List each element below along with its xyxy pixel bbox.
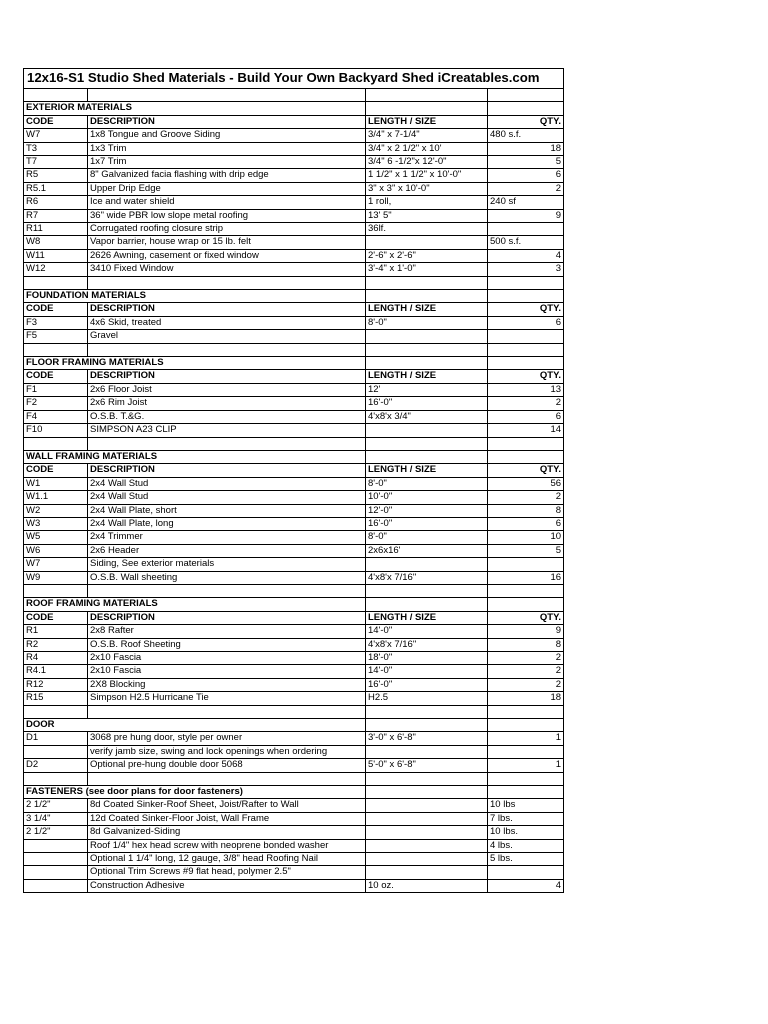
length-cell: 3'-4" x 1'-0" xyxy=(366,263,488,276)
qty-cell: 2 xyxy=(488,651,564,664)
table-row xyxy=(24,182,564,195)
qty-cell: 5 xyxy=(488,544,564,557)
qty-cell: 18 xyxy=(488,692,564,705)
table-row xyxy=(24,665,564,678)
length-cell: 16'-0" xyxy=(366,678,488,691)
description-cell: 2x4 Wall Plate, long xyxy=(88,517,366,530)
table-row xyxy=(24,156,564,169)
description-cell: 4x6 Skid, treated xyxy=(88,316,366,329)
qty-cell: 56 xyxy=(488,477,564,490)
qty-cell: 2 xyxy=(488,665,564,678)
empty-cell xyxy=(488,89,564,102)
empty-cell xyxy=(88,437,366,450)
length-cell: 3/4" x 2 1/2" x 10' xyxy=(366,142,488,155)
empty-cell xyxy=(488,772,564,785)
section-heading: FASTENERS (see door plans for door fasteners) xyxy=(24,786,366,799)
table-row xyxy=(24,330,564,343)
empty-cell xyxy=(88,89,366,102)
empty-cell xyxy=(488,705,564,718)
code-cell: R15 xyxy=(24,692,88,705)
code-cell: W5 xyxy=(24,531,88,544)
column-header-description: DESCRIPTION xyxy=(88,611,366,624)
description-cell: 36" wide PBR low slope metal roofing xyxy=(88,209,366,222)
code-cell: W2 xyxy=(24,504,88,517)
empty-cell xyxy=(24,437,88,450)
table-row xyxy=(24,410,564,423)
column-header-row xyxy=(24,464,564,477)
empty-cell xyxy=(488,290,564,303)
length-cell: 10 oz. xyxy=(366,879,488,892)
qty-cell: 1 xyxy=(488,759,564,772)
length-cell: 8'-0" xyxy=(366,316,488,329)
code-cell: W8 xyxy=(24,236,88,249)
section-heading: EXTERIOR MATERIALS xyxy=(24,102,366,115)
qty-cell: 7 lbs. xyxy=(488,812,564,825)
table-row xyxy=(24,759,564,772)
code-cell: F2 xyxy=(24,397,88,410)
length-cell xyxy=(366,330,488,343)
empty-cell xyxy=(488,437,564,450)
empty-cell xyxy=(88,343,366,356)
description-cell: 12d Coated Sinker-Floor Joist, Wall Frame xyxy=(88,812,366,825)
qty-cell xyxy=(488,223,564,236)
length-cell: 8'-0" xyxy=(366,531,488,544)
empty-cell xyxy=(366,772,488,785)
length-cell xyxy=(366,236,488,249)
section-heading-row xyxy=(24,719,564,732)
qty-cell: 480 s.f. xyxy=(488,129,564,142)
qty-cell: 4 xyxy=(488,249,564,262)
table-row xyxy=(24,142,564,155)
code-cell: 2 1/2" xyxy=(24,799,88,812)
section-heading-row xyxy=(24,450,564,463)
column-header-length: LENGTH / SIZE xyxy=(366,115,488,128)
table-row xyxy=(24,866,564,879)
table-row xyxy=(24,316,564,329)
table-row xyxy=(24,531,564,544)
code-cell: F4 xyxy=(24,410,88,423)
description-cell: Optional pre-hung double door 5068 xyxy=(88,759,366,772)
code-cell: W12 xyxy=(24,263,88,276)
description-cell: 2626 Awning, casement or fixed window xyxy=(88,249,366,262)
code-cell: 3 1/4" xyxy=(24,812,88,825)
code-cell xyxy=(24,839,88,852)
description-cell: Upper Drip Edge xyxy=(88,182,366,195)
code-cell: W7 xyxy=(24,558,88,571)
description-cell: 8" Galvanized facia flashing with drip edge xyxy=(88,169,366,182)
length-cell: 3" x 3" x 10'-0" xyxy=(366,182,488,195)
qty-cell: 8 xyxy=(488,504,564,517)
table-row xyxy=(24,129,564,142)
length-cell: 14'-0" xyxy=(366,625,488,638)
empty-cell xyxy=(88,276,366,289)
table-row xyxy=(24,638,564,651)
blank-row xyxy=(24,276,564,289)
empty-cell xyxy=(24,584,88,597)
qty-cell xyxy=(488,330,564,343)
title-row xyxy=(24,69,564,89)
description-cell: 2x4 Wall Plate, short xyxy=(88,504,366,517)
length-cell: 36lf. xyxy=(366,223,488,236)
description-cell: 1x3 Trim xyxy=(88,142,366,155)
table-row xyxy=(24,517,564,530)
sheet-title: 12x16-S1 Studio Shed Materials - Build Your Own Backyard Shed iCreatables.com xyxy=(24,69,564,89)
column-header-length: LENGTH / SIZE xyxy=(366,370,488,383)
length-cell: 16'-0" xyxy=(366,397,488,410)
qty-cell: 6 xyxy=(488,316,564,329)
code-cell: W9 xyxy=(24,571,88,584)
qty-cell xyxy=(488,745,564,758)
length-cell: 4'x8'x 7/16" xyxy=(366,571,488,584)
qty-cell: 5 xyxy=(488,156,564,169)
column-header-row xyxy=(24,115,564,128)
description-cell: Ice and water shield xyxy=(88,196,366,209)
qty-cell: 2 xyxy=(488,491,564,504)
length-cell: 4'x8'x 3/4" xyxy=(366,410,488,423)
section-heading-row xyxy=(24,598,564,611)
description-cell: 2x4 Trimmer xyxy=(88,531,366,544)
length-cell xyxy=(366,866,488,879)
empty-cell xyxy=(488,102,564,115)
empty-cell xyxy=(24,705,88,718)
spreadsheet-body xyxy=(24,69,564,893)
table-row xyxy=(24,839,564,852)
qty-cell: 6 xyxy=(488,169,564,182)
description-cell: 8d Galvanized-Siding xyxy=(88,826,366,839)
length-cell: 8'-0" xyxy=(366,477,488,490)
qty-cell: 240 sf xyxy=(488,196,564,209)
column-header-code: CODE xyxy=(24,303,88,316)
table-row xyxy=(24,209,564,222)
empty-cell xyxy=(24,276,88,289)
empty-cell xyxy=(488,584,564,597)
length-cell: 14'-0" xyxy=(366,665,488,678)
table-row xyxy=(24,692,564,705)
code-cell: W6 xyxy=(24,544,88,557)
description-cell: 1x7 Trim xyxy=(88,156,366,169)
qty-cell: 10 xyxy=(488,531,564,544)
qty-cell: 2 xyxy=(488,397,564,410)
length-cell: 2'-6" x 2'-6" xyxy=(366,249,488,262)
empty-cell xyxy=(366,276,488,289)
empty-cell xyxy=(366,598,488,611)
code-cell: R11 xyxy=(24,223,88,236)
section-heading: FOUNDATION MATERIALS xyxy=(24,290,366,303)
length-cell: 1 roll, xyxy=(366,196,488,209)
table-row xyxy=(24,169,564,182)
table-row xyxy=(24,249,564,262)
empty-cell xyxy=(366,450,488,463)
code-cell: W7 xyxy=(24,129,88,142)
code-cell: T7 xyxy=(24,156,88,169)
description-cell: Simpson H2.5 Hurricane Tie xyxy=(88,692,366,705)
code-cell: T3 xyxy=(24,142,88,155)
qty-cell: 5 lbs. xyxy=(488,853,564,866)
table-row xyxy=(24,732,564,745)
table-row xyxy=(24,799,564,812)
qty-cell: 500 s.f. xyxy=(488,236,564,249)
section-heading: DOOR xyxy=(24,719,366,732)
qty-cell: 2 xyxy=(488,182,564,195)
empty-cell xyxy=(88,705,366,718)
table-row xyxy=(24,853,564,866)
qty-cell: 10 lbs. xyxy=(488,826,564,839)
column-header-code: CODE xyxy=(24,370,88,383)
column-header-length: LENGTH / SIZE xyxy=(366,611,488,624)
section-heading-row xyxy=(24,102,564,115)
table-row xyxy=(24,745,564,758)
code-cell: F3 xyxy=(24,316,88,329)
empty-cell xyxy=(366,290,488,303)
column-header-qty: QTY. xyxy=(488,464,564,477)
description-cell: 2x10 Fascia xyxy=(88,651,366,664)
length-cell xyxy=(366,558,488,571)
description-cell: verify jamb size, swing and lock openings when ordering xyxy=(88,745,366,758)
description-cell: O.S.B. T.&G. xyxy=(88,410,366,423)
section-heading: FLOOR FRAMING MATERIALS xyxy=(24,357,366,370)
code-cell: W1.1 xyxy=(24,491,88,504)
empty-cell xyxy=(488,450,564,463)
description-cell: 2x4 Wall Stud xyxy=(88,477,366,490)
table-row xyxy=(24,477,564,490)
empty-cell xyxy=(488,357,564,370)
empty-cell xyxy=(24,772,88,785)
code-cell: F1 xyxy=(24,383,88,396)
length-cell: 1 1/2" x 1 1/2" x 10'-0" xyxy=(366,169,488,182)
description-cell: 2x4 Wall Stud xyxy=(88,491,366,504)
table-row xyxy=(24,812,564,825)
description-cell: 3410 Fixed Window xyxy=(88,263,366,276)
column-header-code: CODE xyxy=(24,611,88,624)
empty-cell xyxy=(488,719,564,732)
empty-cell xyxy=(366,357,488,370)
length-cell: 3'-0" x 6'-8" xyxy=(366,732,488,745)
qty-cell: 13 xyxy=(488,383,564,396)
column-header-code: CODE xyxy=(24,464,88,477)
materials-spreadsheet xyxy=(23,68,564,893)
description-cell: Roof 1/4" hex head screw with neoprene bonded washer xyxy=(88,839,366,852)
length-cell: H2.5 xyxy=(366,692,488,705)
table-row xyxy=(24,504,564,517)
length-cell: 18'-0" xyxy=(366,651,488,664)
length-cell: 16'-0" xyxy=(366,517,488,530)
qty-cell: 14 xyxy=(488,424,564,437)
blank-row xyxy=(24,772,564,785)
empty-cell xyxy=(366,89,488,102)
description-cell: O.S.B. Wall sheeting xyxy=(88,571,366,584)
description-cell: Corrugated roofing closure strip xyxy=(88,223,366,236)
qty-cell xyxy=(488,866,564,879)
code-cell: R2 xyxy=(24,638,88,651)
section-heading-row xyxy=(24,290,564,303)
empty-cell xyxy=(366,786,488,799)
column-header-length: LENGTH / SIZE xyxy=(366,464,488,477)
qty-cell: 1 xyxy=(488,732,564,745)
table-row xyxy=(24,383,564,396)
code-cell: D2 xyxy=(24,759,88,772)
column-header-description: DESCRIPTION xyxy=(88,370,366,383)
code-cell xyxy=(24,879,88,892)
code-cell: R12 xyxy=(24,678,88,691)
qty-cell: 9 xyxy=(488,625,564,638)
column-header-code: CODE xyxy=(24,115,88,128)
empty-cell xyxy=(488,276,564,289)
length-cell: 12'-0" xyxy=(366,504,488,517)
empty-cell xyxy=(88,772,366,785)
code-cell: R5.1 xyxy=(24,182,88,195)
qty-cell: 4 xyxy=(488,879,564,892)
length-cell xyxy=(366,812,488,825)
empty-cell xyxy=(366,584,488,597)
qty-cell xyxy=(488,558,564,571)
length-cell xyxy=(366,826,488,839)
code-cell: R4.1 xyxy=(24,665,88,678)
length-cell: 3/4" 6 -1/2"x 12'-0" xyxy=(366,156,488,169)
table-row xyxy=(24,397,564,410)
table-row xyxy=(24,571,564,584)
empty-cell xyxy=(24,343,88,356)
table-row xyxy=(24,544,564,557)
empty-cell xyxy=(488,598,564,611)
column-header-qty: QTY. xyxy=(488,370,564,383)
description-cell: Gravel xyxy=(88,330,366,343)
blank-row xyxy=(24,343,564,356)
description-cell: 8d Coated Sinker-Roof Sheet, Joist/Rafter to Wall xyxy=(88,799,366,812)
code-cell: W1 xyxy=(24,477,88,490)
qty-cell: 2 xyxy=(488,678,564,691)
code-cell: F5 xyxy=(24,330,88,343)
description-cell: 2x6 Header xyxy=(88,544,366,557)
section-heading-row xyxy=(24,357,564,370)
empty-cell xyxy=(488,343,564,356)
section-heading: ROOF FRAMING MATERIALS xyxy=(24,598,366,611)
length-cell: 5'-0" x 6'-8" xyxy=(366,759,488,772)
code-cell: W11 xyxy=(24,249,88,262)
empty-cell xyxy=(24,89,88,102)
length-cell: 3/4" x 7-1/4" xyxy=(366,129,488,142)
length-cell: 13' 5" xyxy=(366,209,488,222)
code-cell: R6 xyxy=(24,196,88,209)
qty-cell: 6 xyxy=(488,517,564,530)
column-header-description: DESCRIPTION xyxy=(88,115,366,128)
code-cell: R7 xyxy=(24,209,88,222)
blank-row xyxy=(24,705,564,718)
table-row xyxy=(24,263,564,276)
column-header-row xyxy=(24,611,564,624)
description-cell: O.S.B. Roof Sheeting xyxy=(88,638,366,651)
table-row xyxy=(24,879,564,892)
empty-cell xyxy=(366,102,488,115)
section-heading-row xyxy=(24,786,564,799)
code-cell xyxy=(24,853,88,866)
description-cell: 2X8 Blocking xyxy=(88,678,366,691)
description-cell: 3068 pre hung door, style per owner xyxy=(88,732,366,745)
qty-cell: 9 xyxy=(488,209,564,222)
qty-cell: 3 xyxy=(488,263,564,276)
code-cell xyxy=(24,745,88,758)
length-cell xyxy=(366,745,488,758)
empty-cell xyxy=(88,584,366,597)
table-row xyxy=(24,223,564,236)
column-header-description: DESCRIPTION xyxy=(88,464,366,477)
code-cell xyxy=(24,866,88,879)
length-cell: 12' xyxy=(366,383,488,396)
qty-cell: 18 xyxy=(488,142,564,155)
code-cell: F10 xyxy=(24,424,88,437)
table-row xyxy=(24,424,564,437)
description-cell: Optional 1 1/4" long, 12 gauge, 3/8" head Roofing Nail xyxy=(88,853,366,866)
code-cell: 2 1/2" xyxy=(24,826,88,839)
qty-cell: 16 xyxy=(488,571,564,584)
table-row xyxy=(24,236,564,249)
table-row xyxy=(24,625,564,638)
column-header-qty: QTY. xyxy=(488,303,564,316)
qty-cell: 10 lbs xyxy=(488,799,564,812)
column-header-length: LENGTH / SIZE xyxy=(366,303,488,316)
description-cell: 2x6 Rim Joist xyxy=(88,397,366,410)
column-header-description: DESCRIPTION xyxy=(88,303,366,316)
column-header-qty: QTY. xyxy=(488,115,564,128)
code-cell: R1 xyxy=(24,625,88,638)
empty-cell xyxy=(366,705,488,718)
qty-cell: 4 lbs. xyxy=(488,839,564,852)
description-cell: Construction Adhesive xyxy=(88,879,366,892)
description-cell: 2x10 Fascia xyxy=(88,665,366,678)
empty-cell xyxy=(488,786,564,799)
table-row xyxy=(24,826,564,839)
column-header-row xyxy=(24,370,564,383)
code-cell: D1 xyxy=(24,732,88,745)
column-header-qty: QTY. xyxy=(488,611,564,624)
section-heading: WALL FRAMING MATERIALS xyxy=(24,450,366,463)
blank-row xyxy=(24,584,564,597)
empty-cell xyxy=(366,719,488,732)
description-cell: SIMPSON A23 CLIP xyxy=(88,424,366,437)
code-cell: R5 xyxy=(24,169,88,182)
description-cell: Siding, See exterior materials xyxy=(88,558,366,571)
description-cell: 2x6 Floor Joist xyxy=(88,383,366,396)
length-cell xyxy=(366,839,488,852)
empty-cell xyxy=(366,343,488,356)
table-row xyxy=(24,196,564,209)
blank-row xyxy=(24,89,564,102)
description-cell: Optional Trim Screws #9 flat head, polymer 2.5" xyxy=(88,866,366,879)
table-row xyxy=(24,678,564,691)
code-cell: R4 xyxy=(24,651,88,664)
description-cell: 1x8 Tongue and Groove Siding xyxy=(88,129,366,142)
qty-cell: 6 xyxy=(488,410,564,423)
table-row xyxy=(24,651,564,664)
code-cell: W3 xyxy=(24,517,88,530)
length-cell: 4'x8'x 7/16" xyxy=(366,638,488,651)
description-cell: Vapor barrier, house wrap or 15 lb. felt xyxy=(88,236,366,249)
table-row xyxy=(24,491,564,504)
blank-row xyxy=(24,437,564,450)
length-cell xyxy=(366,853,488,866)
table-row xyxy=(24,558,564,571)
empty-cell xyxy=(366,437,488,450)
length-cell: 2x6x16' xyxy=(366,544,488,557)
length-cell xyxy=(366,799,488,812)
description-cell: 2x8 Rafter xyxy=(88,625,366,638)
length-cell xyxy=(366,424,488,437)
length-cell: 10'-0" xyxy=(366,491,488,504)
qty-cell: 8 xyxy=(488,638,564,651)
column-header-row xyxy=(24,303,564,316)
